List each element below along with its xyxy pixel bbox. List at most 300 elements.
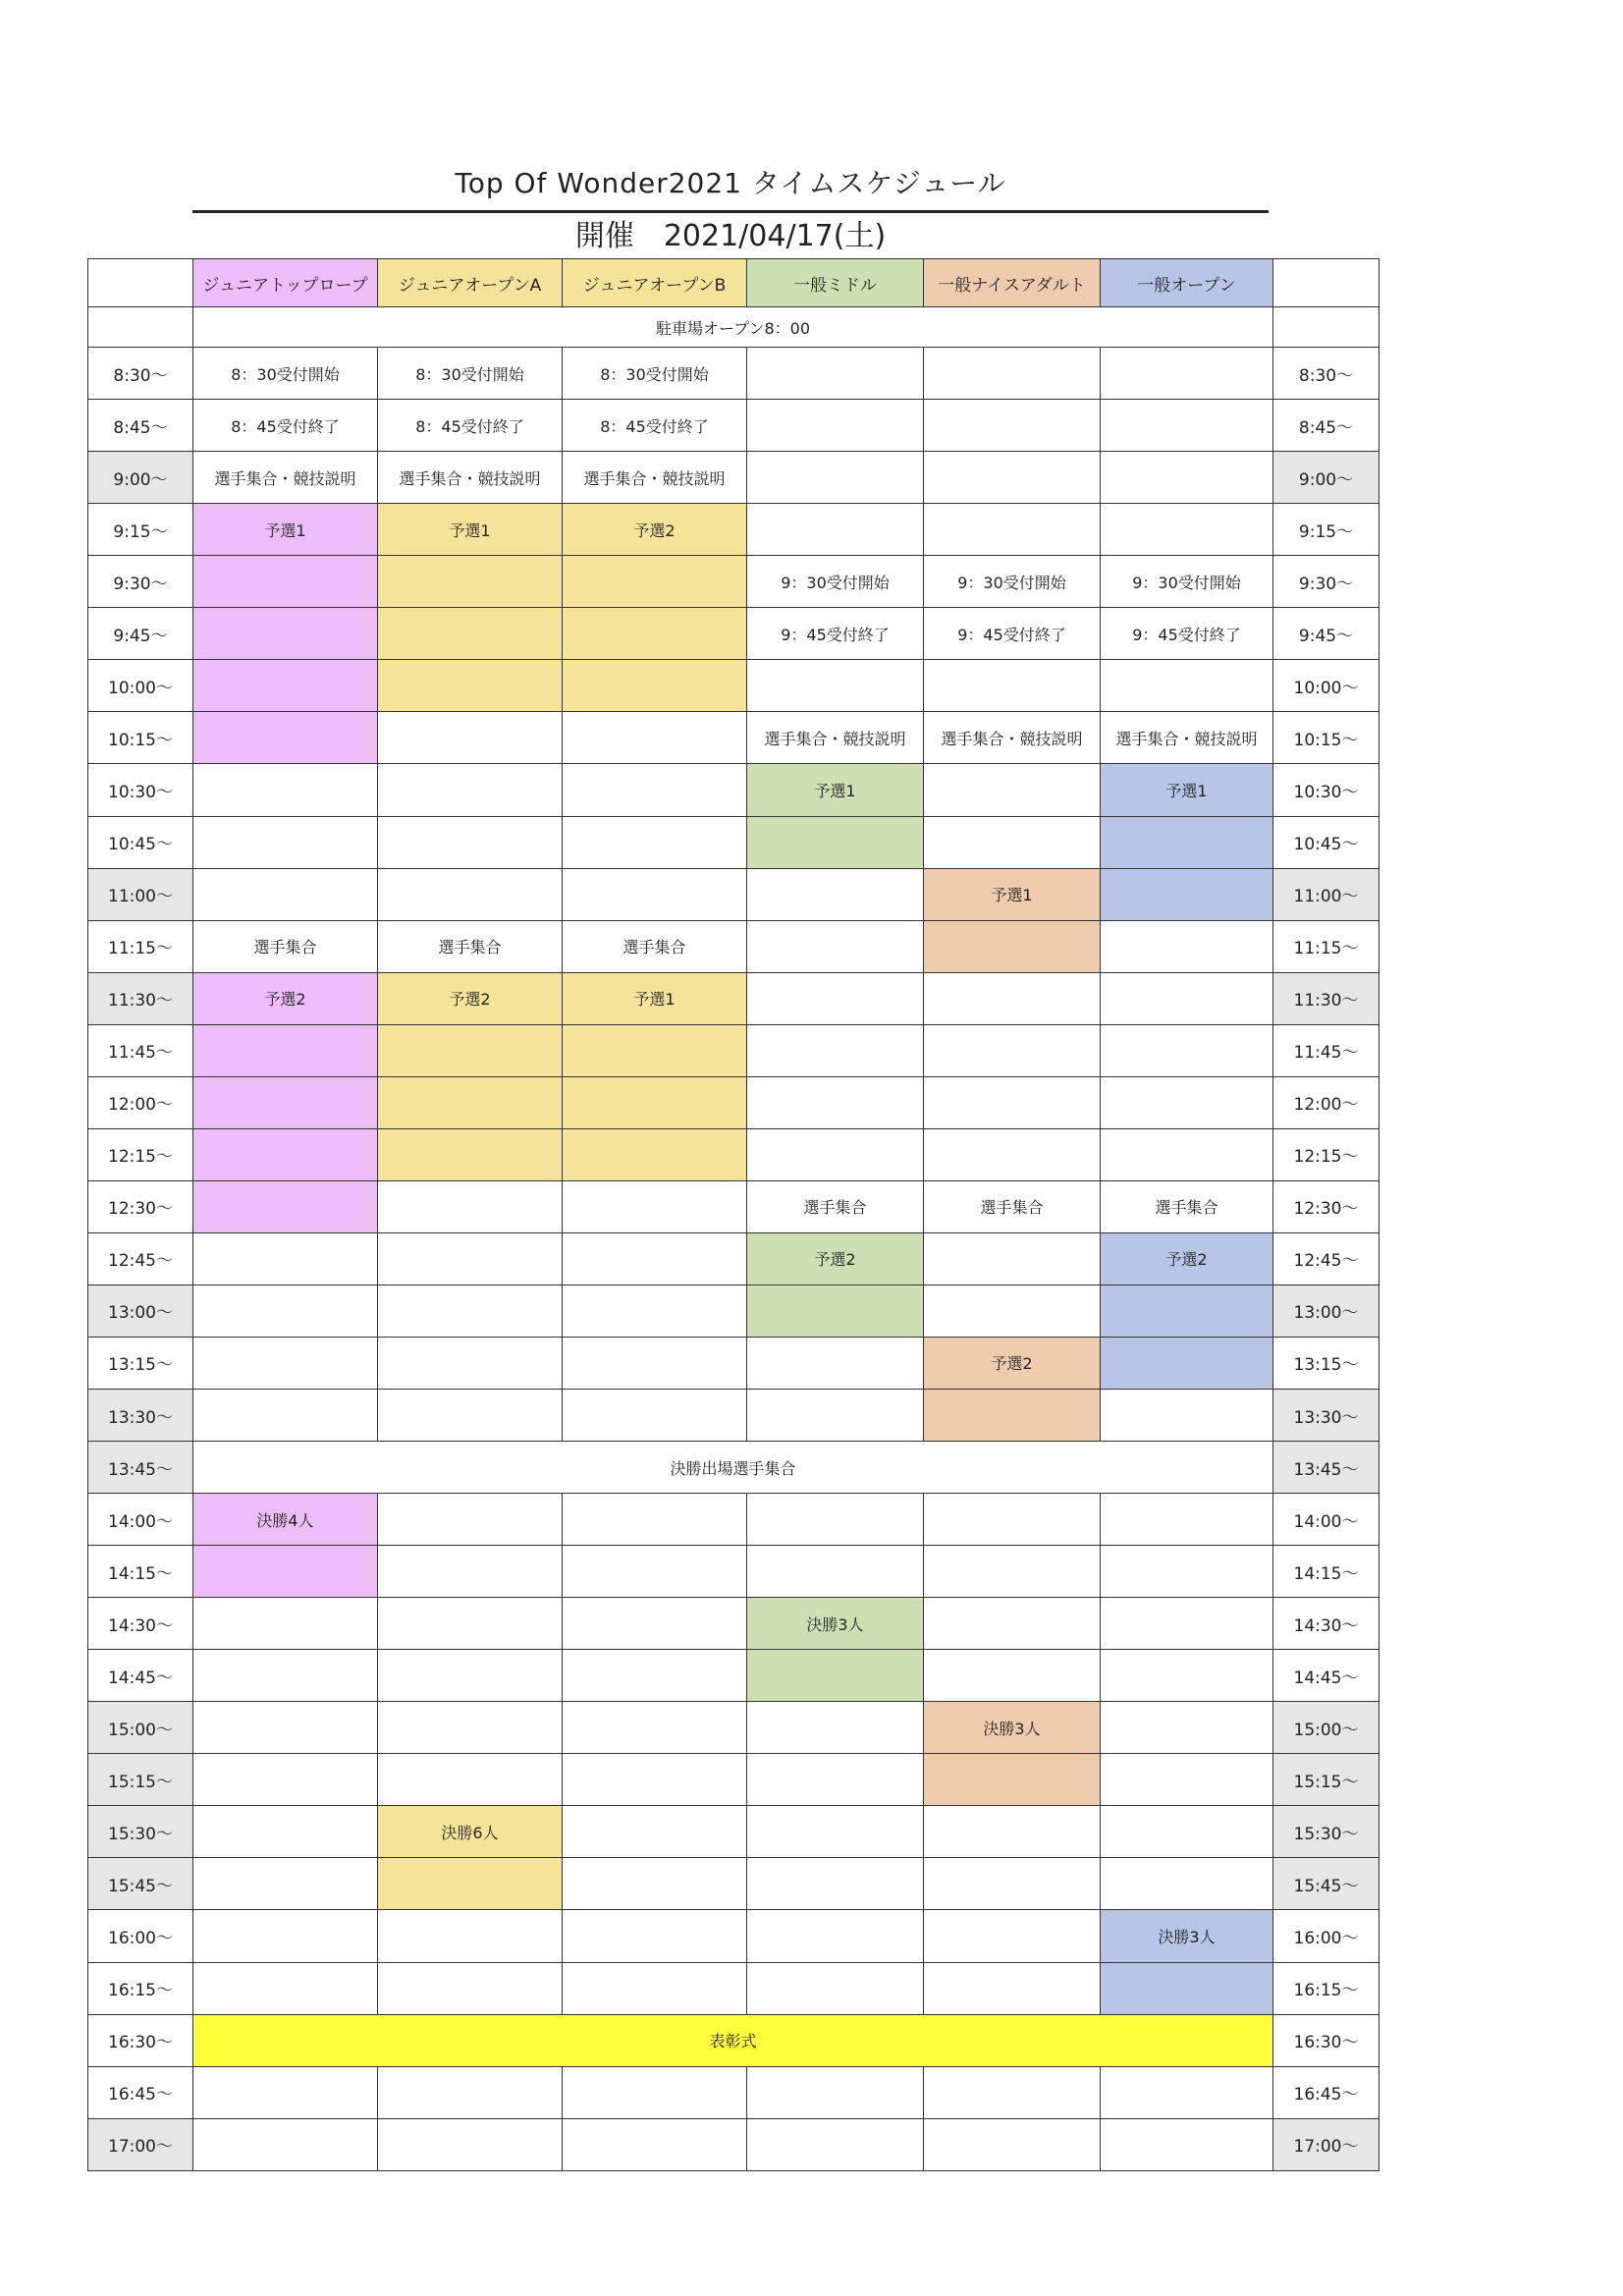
- time-row: [88, 868, 1380, 920]
- schedule-cell: [563, 1858, 747, 1910]
- schedule-cell: [747, 504, 924, 556]
- time-row: [88, 764, 1380, 816]
- time-label-left: 12:15～: [88, 1128, 193, 1180]
- schedule-cell: 予選1: [1101, 764, 1273, 816]
- time-row: [88, 1598, 1380, 1650]
- time-label-right: 10:45～: [1273, 816, 1380, 868]
- schedule-cell: 予選2: [1101, 1232, 1273, 1285]
- category-header-general-middle: 一般ミドル: [747, 259, 924, 307]
- schedule-cell: [563, 608, 747, 660]
- schedule-cell: [563, 1494, 747, 1546]
- award-ceremony-cell: 表彰式: [193, 2014, 1273, 2066]
- schedule-cell: [747, 1285, 924, 1337]
- schedule-cell: [747, 1390, 924, 1442]
- schedule-cell: [193, 1390, 378, 1442]
- time-label-right: 8:45～: [1273, 400, 1380, 452]
- time-label-right: 15:30～: [1273, 1806, 1380, 1858]
- schedule-cell: [1101, 1650, 1273, 1702]
- schedule-cell: [378, 1494, 563, 1546]
- time-label-left: 14:45～: [88, 1650, 193, 1702]
- schedule-cell: [563, 2118, 747, 2170]
- schedule-cell: [747, 1806, 924, 1858]
- time-label-left: 12:00～: [88, 1076, 193, 1128]
- finals-assembly-cell: 決勝出場選手集合: [193, 1442, 1273, 1494]
- schedule-cell: [193, 1546, 378, 1598]
- schedule-cell: [378, 1128, 563, 1180]
- time-row: [88, 1285, 1380, 1337]
- time-label-left: 16:00～: [88, 1910, 193, 1962]
- schedule-cell: [563, 556, 747, 608]
- schedule-cell: 9：30受付開始: [1101, 556, 1273, 608]
- schedule-cell: [747, 972, 924, 1024]
- time-label-right: 8:30～: [1273, 348, 1380, 400]
- time-row: [88, 1962, 1380, 2014]
- time-label-left: 13:45～: [88, 1442, 193, 1494]
- title-underline: [192, 210, 1269, 213]
- time-row: [88, 1024, 1380, 1076]
- time-row: [88, 2066, 1380, 2118]
- schedule-cell: [747, 1650, 924, 1702]
- schedule-cell: [924, 764, 1101, 816]
- time-label-right: 10:30～: [1273, 764, 1380, 816]
- schedule-cell: [924, 2066, 1101, 2118]
- schedule-cell: [193, 816, 378, 868]
- schedule-cell: [1101, 1754, 1273, 1806]
- schedule-cell: 予選2: [924, 1337, 1101, 1389]
- schedule-cell: [193, 1858, 378, 1910]
- schedule-cell: 予選2: [193, 972, 378, 1024]
- schedule-cell: [378, 1390, 563, 1442]
- time-label-left: 8:45～: [88, 400, 193, 452]
- time-row: [88, 452, 1380, 504]
- time-label-right: 14:00～: [1273, 1494, 1380, 1546]
- schedule-cell: [193, 1076, 378, 1128]
- schedule-cell: [378, 1232, 563, 1285]
- schedule-cell: 決勝3人: [924, 1702, 1101, 1754]
- schedule-cell: [924, 1962, 1101, 2014]
- schedule-cell: [924, 1285, 1101, 1337]
- schedule-cell: [193, 1806, 378, 1858]
- schedule-cell: 9：30受付開始: [924, 556, 1101, 608]
- time-label-right: 12:15～: [1273, 1128, 1380, 1180]
- schedule-cell: 選手集合・競技説明: [924, 712, 1101, 764]
- schedule-cell: [378, 1180, 563, 1232]
- schedule-cell: [924, 2118, 1101, 2170]
- schedule-cell: [924, 1024, 1101, 1076]
- schedule-cell: [193, 1910, 378, 1962]
- schedule-cell: [378, 764, 563, 816]
- time-row: [88, 1442, 1380, 1494]
- time-label-right: 16:30～: [1273, 2014, 1380, 2066]
- schedule-cell: 選手集合・競技説明: [1101, 712, 1273, 764]
- time-label-right: 16:15～: [1273, 1962, 1380, 2014]
- schedule-cell: [563, 2066, 747, 2118]
- event-date: 開催 2021/04/17(土): [574, 219, 887, 253]
- schedule-cell: [924, 1232, 1101, 1285]
- time-label-right: 10:00～: [1273, 660, 1380, 712]
- schedule-cell: [1101, 1598, 1273, 1650]
- time-row: [88, 1702, 1380, 1754]
- schedule-cell: [747, 452, 924, 504]
- time-label-left: 14:15～: [88, 1546, 193, 1598]
- schedule-cell: 決勝3人: [747, 1598, 924, 1650]
- schedule-cell: [1101, 2066, 1273, 2118]
- schedule-cell: 選手集合: [924, 1180, 1101, 1232]
- schedule-cell: [1101, 920, 1273, 972]
- schedule-cell: [193, 1650, 378, 1702]
- schedule-cell: [378, 1858, 563, 1910]
- schedule-cell: [747, 1858, 924, 1910]
- time-row: [88, 2118, 1380, 2170]
- time-label-left: 10:45～: [88, 816, 193, 868]
- schedule-cell: [378, 1650, 563, 1702]
- time-label-right: 12:30～: [1273, 1180, 1380, 1232]
- schedule-cell: [563, 764, 747, 816]
- time-row: [88, 348, 1380, 400]
- schedule-cell: [1101, 348, 1273, 400]
- header-corner-left: [88, 259, 193, 307]
- schedule-cell: [378, 1337, 563, 1389]
- schedule-cell: [563, 1754, 747, 1806]
- schedule-cell: [193, 1180, 378, 1232]
- schedule-cell: 決勝3人: [1101, 1910, 1273, 1962]
- time-label-right: 15:45～: [1273, 1858, 1380, 1910]
- time-row: [88, 660, 1380, 712]
- schedule-cell: [193, 1232, 378, 1285]
- schedule-cell: [378, 1702, 563, 1754]
- time-label-left: 10:00～: [88, 660, 193, 712]
- time-label-left: 11:15～: [88, 920, 193, 972]
- time-row: [88, 1754, 1380, 1806]
- schedule-cell: 予選2: [563, 504, 747, 556]
- schedule-cell: [1101, 1494, 1273, 1546]
- schedule-cell: [747, 348, 924, 400]
- time-label-left: 15:00～: [88, 1702, 193, 1754]
- schedule-cell: 8：45受付終了: [563, 400, 747, 452]
- time-row: [88, 1494, 1380, 1546]
- schedule-cell: [1101, 1128, 1273, 1180]
- schedule-cell: [1101, 1858, 1273, 1910]
- schedule-cell: [193, 608, 378, 660]
- schedule-cell: [747, 1910, 924, 1962]
- schedule-cell: 予選1: [924, 868, 1101, 920]
- time-label-left: 16:45～: [88, 2066, 193, 2118]
- schedule-cell: 決勝4人: [193, 1494, 378, 1546]
- time-label-right: 17:00～: [1273, 2118, 1380, 2170]
- time-label-left: 16:15～: [88, 1962, 193, 2014]
- schedule-cell: [1101, 816, 1273, 868]
- time-label-right: 11:45～: [1273, 1024, 1380, 1076]
- time-label-right: 11:30～: [1273, 972, 1380, 1024]
- schedule-cell: [193, 2118, 378, 2170]
- schedule-cell: [378, 556, 563, 608]
- schedule-cell: [563, 1910, 747, 1962]
- schedule-cell: [924, 504, 1101, 556]
- schedule-cell: 選手集合: [193, 920, 378, 972]
- schedule-cell: [747, 1702, 924, 1754]
- header-corner-right: [1273, 259, 1380, 307]
- time-label-left: 13:15～: [88, 1337, 193, 1389]
- time-label-left: 9:45～: [88, 608, 193, 660]
- schedule-cell: [747, 868, 924, 920]
- time-label-right: 13:30～: [1273, 1390, 1380, 1442]
- time-row: [88, 1180, 1380, 1232]
- schedule-cell: [378, 816, 563, 868]
- schedule-cell: [924, 1754, 1101, 1806]
- header-row: [88, 259, 1380, 307]
- schedule-cell: [747, 816, 924, 868]
- schedule-cell: [563, 868, 747, 920]
- schedule-cell: [193, 1598, 378, 1650]
- schedule-cell: 8：30受付開始: [193, 348, 378, 400]
- time-label-left: 9:15～: [88, 504, 193, 556]
- schedule-cell: [193, 1128, 378, 1180]
- time-label-left: 12:45～: [88, 1232, 193, 1285]
- schedule-cell: [924, 1076, 1101, 1128]
- time-label-right: 10:15～: [1273, 712, 1380, 764]
- schedule-cell: 選手集合・競技説明: [563, 452, 747, 504]
- schedule-cell: [193, 1754, 378, 1806]
- schedule-cell: [924, 1494, 1101, 1546]
- category-header-general-open: 一般オープン: [1101, 259, 1273, 307]
- schedule-cell: [378, 712, 563, 764]
- parking-row: [88, 307, 1380, 348]
- time-label-right: 15:00～: [1273, 1702, 1380, 1754]
- schedule-cell: [378, 1024, 563, 1076]
- time-label-right: 9:00～: [1273, 452, 1380, 504]
- time-row: [88, 556, 1380, 608]
- schedule-cell: [747, 920, 924, 972]
- time-label-left: 11:30～: [88, 972, 193, 1024]
- schedule-cell: [1101, 1285, 1273, 1337]
- time-row: [88, 1128, 1380, 1180]
- schedule-cell: [193, 1702, 378, 1754]
- schedule-cell: 選手集合: [747, 1180, 924, 1232]
- schedule-cell: [924, 1858, 1101, 1910]
- schedule-cell: 選手集合・競技説明: [193, 452, 378, 504]
- schedule-cell: [563, 1806, 747, 1858]
- schedule-cell: [924, 400, 1101, 452]
- schedule-cell: 予選1: [193, 504, 378, 556]
- time-label-right: 14:30～: [1273, 1598, 1380, 1650]
- time-row: [88, 1546, 1380, 1598]
- time-label-left: 11:00～: [88, 868, 193, 920]
- schedule-cell: [378, 2066, 563, 2118]
- time-row: [88, 504, 1380, 556]
- schedule-cell: 9：30受付開始: [747, 556, 924, 608]
- schedule-cell: [747, 660, 924, 712]
- schedule-cell: 予選1: [747, 764, 924, 816]
- time-label-right: 14:15～: [1273, 1546, 1380, 1598]
- time-label-left: 8:30～: [88, 348, 193, 400]
- schedule-cell: [563, 1232, 747, 1285]
- schedule-cell: 選手集合: [1101, 1180, 1273, 1232]
- schedule-cell: [563, 1598, 747, 1650]
- schedule-cell: [563, 1024, 747, 1076]
- schedule-cell: [924, 1546, 1101, 1598]
- time-label-left: 15:30～: [88, 1806, 193, 1858]
- schedule-cell: [193, 1337, 378, 1389]
- time-row: [88, 1650, 1380, 1702]
- category-header-general-nice-adult: 一般ナイスアダルト: [924, 259, 1101, 307]
- time-label-left: 9:30～: [88, 556, 193, 608]
- time-label-left: 15:15～: [88, 1754, 193, 1806]
- schedule-cell: 8：30受付開始: [563, 348, 747, 400]
- schedule-cell: [563, 712, 747, 764]
- time-row: [88, 712, 1380, 764]
- schedule-cell: [193, 868, 378, 920]
- schedule-cell: [563, 1337, 747, 1389]
- schedule-cell: [924, 1806, 1101, 1858]
- schedule-cell: [1101, 1390, 1273, 1442]
- time-label-left: 10:30～: [88, 764, 193, 816]
- time-row: [88, 1232, 1380, 1285]
- schedule-cell: 決勝6人: [378, 1806, 563, 1858]
- time-label-left: 14:30～: [88, 1598, 193, 1650]
- schedule-cell: [747, 2118, 924, 2170]
- schedule-cell: [924, 1598, 1101, 1650]
- schedule-cell: 8：45受付終了: [378, 400, 563, 452]
- schedule-cell: [1101, 2118, 1273, 2170]
- schedule-cell: [193, 660, 378, 712]
- schedule-cell: 9：45受付終了: [747, 608, 924, 660]
- schedule-table: [87, 258, 1380, 2171]
- schedule-cell: [924, 972, 1101, 1024]
- time-label-left: 16:30～: [88, 2014, 193, 2066]
- time-label-right: 9:15～: [1273, 504, 1380, 556]
- schedule-cell: [563, 1702, 747, 1754]
- time-label-right: 16:45～: [1273, 2066, 1380, 2118]
- schedule-cell: [1101, 1337, 1273, 1389]
- time-label-left: 11:45～: [88, 1024, 193, 1076]
- time-label-right: 13:00～: [1273, 1285, 1380, 1337]
- schedule-cell: [1101, 972, 1273, 1024]
- time-row: [88, 2014, 1380, 2066]
- schedule-cell: [747, 1754, 924, 1806]
- time-label-right: 12:45～: [1273, 1232, 1380, 1285]
- schedule-cell: [747, 1494, 924, 1546]
- schedule-cell: [378, 1962, 563, 2014]
- schedule-cell: [193, 712, 378, 764]
- parking-notice: 駐車場オープン8：00: [193, 307, 1273, 348]
- schedule-cell: [193, 1024, 378, 1076]
- schedule-cell: 選手集合・競技説明: [378, 452, 563, 504]
- schedule-cell: [193, 556, 378, 608]
- schedule-cell: [1101, 1806, 1273, 1858]
- time-label-right: 13:45～: [1273, 1442, 1380, 1494]
- time-row: [88, 1806, 1380, 1858]
- time-row: [88, 1337, 1380, 1389]
- schedule-cell: [563, 1390, 747, 1442]
- page-title: Top Of Wonder2021 タイムスケジュール: [455, 167, 1006, 199]
- category-header-junior-toprope: ジュニアトップロープ: [193, 259, 378, 307]
- time-label-left: 15:45～: [88, 1858, 193, 1910]
- schedule-cell: 8：45受付終了: [193, 400, 378, 452]
- time-row: [88, 1076, 1380, 1128]
- time-label-right: 11:15～: [1273, 920, 1380, 972]
- schedule-cell: 予選2: [747, 1232, 924, 1285]
- schedule-cell: [1101, 868, 1273, 920]
- time-label-left: 12:30～: [88, 1180, 193, 1232]
- schedule-cell: [1101, 1076, 1273, 1128]
- time-label-right: 15:15～: [1273, 1754, 1380, 1806]
- time-row: [88, 920, 1380, 972]
- schedule-cell: [1101, 1546, 1273, 1598]
- schedule-cell: 選手集合・競技説明: [747, 712, 924, 764]
- schedule-cell: 予選2: [378, 972, 563, 1024]
- category-header-junior-open-b: ジュニアオープンB: [563, 259, 747, 307]
- schedule-cell: 8：30受付開始: [378, 348, 563, 400]
- time-label-right: 9:30～: [1273, 556, 1380, 608]
- schedule-cell: [747, 1546, 924, 1598]
- time-row: [88, 972, 1380, 1024]
- schedule-cell: 9：45受付終了: [1101, 608, 1273, 660]
- schedule-cell: [924, 1650, 1101, 1702]
- schedule-cell: [378, 2118, 563, 2170]
- schedule-cell: [1101, 504, 1273, 556]
- schedule-cell: [193, 764, 378, 816]
- schedule-cell: [924, 1128, 1101, 1180]
- schedule-cell: [193, 1285, 378, 1337]
- time-row: [88, 400, 1380, 452]
- time-label-left: 13:30～: [88, 1390, 193, 1442]
- schedule-cell: 選手集合: [563, 920, 747, 972]
- schedule-cell: [747, 1024, 924, 1076]
- empty-cell: [88, 307, 193, 348]
- schedule-cell: [563, 1650, 747, 1702]
- schedule-cell: 予選1: [563, 972, 747, 1024]
- time-row: [88, 608, 1380, 660]
- schedule-cell: [378, 1076, 563, 1128]
- schedule-cell: [1101, 452, 1273, 504]
- time-row: [88, 816, 1380, 868]
- schedule-cell: [378, 608, 563, 660]
- time-label-right: 12:00～: [1273, 1076, 1380, 1128]
- schedule-cell: 予選1: [378, 504, 563, 556]
- schedule-cell: [1101, 660, 1273, 712]
- schedule-cell: [747, 2066, 924, 2118]
- schedule-cell: [193, 1962, 378, 2014]
- schedule-cell: [747, 1128, 924, 1180]
- schedule-cell: [563, 1128, 747, 1180]
- schedule-cell: [924, 348, 1101, 400]
- time-row: [88, 1390, 1380, 1442]
- schedule-cell: [378, 1754, 563, 1806]
- time-row: [88, 1858, 1380, 1910]
- schedule-cell: 9：45受付終了: [924, 608, 1101, 660]
- schedule-cell: [924, 1910, 1101, 1962]
- time-label-left: 17:00～: [88, 2118, 193, 2170]
- schedule-cell: [563, 1546, 747, 1598]
- schedule-cell: [563, 1285, 747, 1337]
- schedule-cell: [193, 2066, 378, 2118]
- schedule-cell: [924, 660, 1101, 712]
- schedule-cell: [378, 660, 563, 712]
- schedule-cell: [378, 1546, 563, 1598]
- time-label-right: 13:15～: [1273, 1337, 1380, 1389]
- time-label-left: 9:00～: [88, 452, 193, 504]
- time-label-right: 14:45～: [1273, 1650, 1380, 1702]
- schedule-cell: [924, 1390, 1101, 1442]
- schedule-cell: [563, 660, 747, 712]
- time-label-left: 10:15～: [88, 712, 193, 764]
- schedule-cell: [563, 1076, 747, 1128]
- time-label-right: 11:00～: [1273, 868, 1380, 920]
- schedule-cell: [378, 1598, 563, 1650]
- schedule-cell: [1101, 400, 1273, 452]
- time-label-left: 14:00～: [88, 1494, 193, 1546]
- time-row: [88, 1910, 1380, 1962]
